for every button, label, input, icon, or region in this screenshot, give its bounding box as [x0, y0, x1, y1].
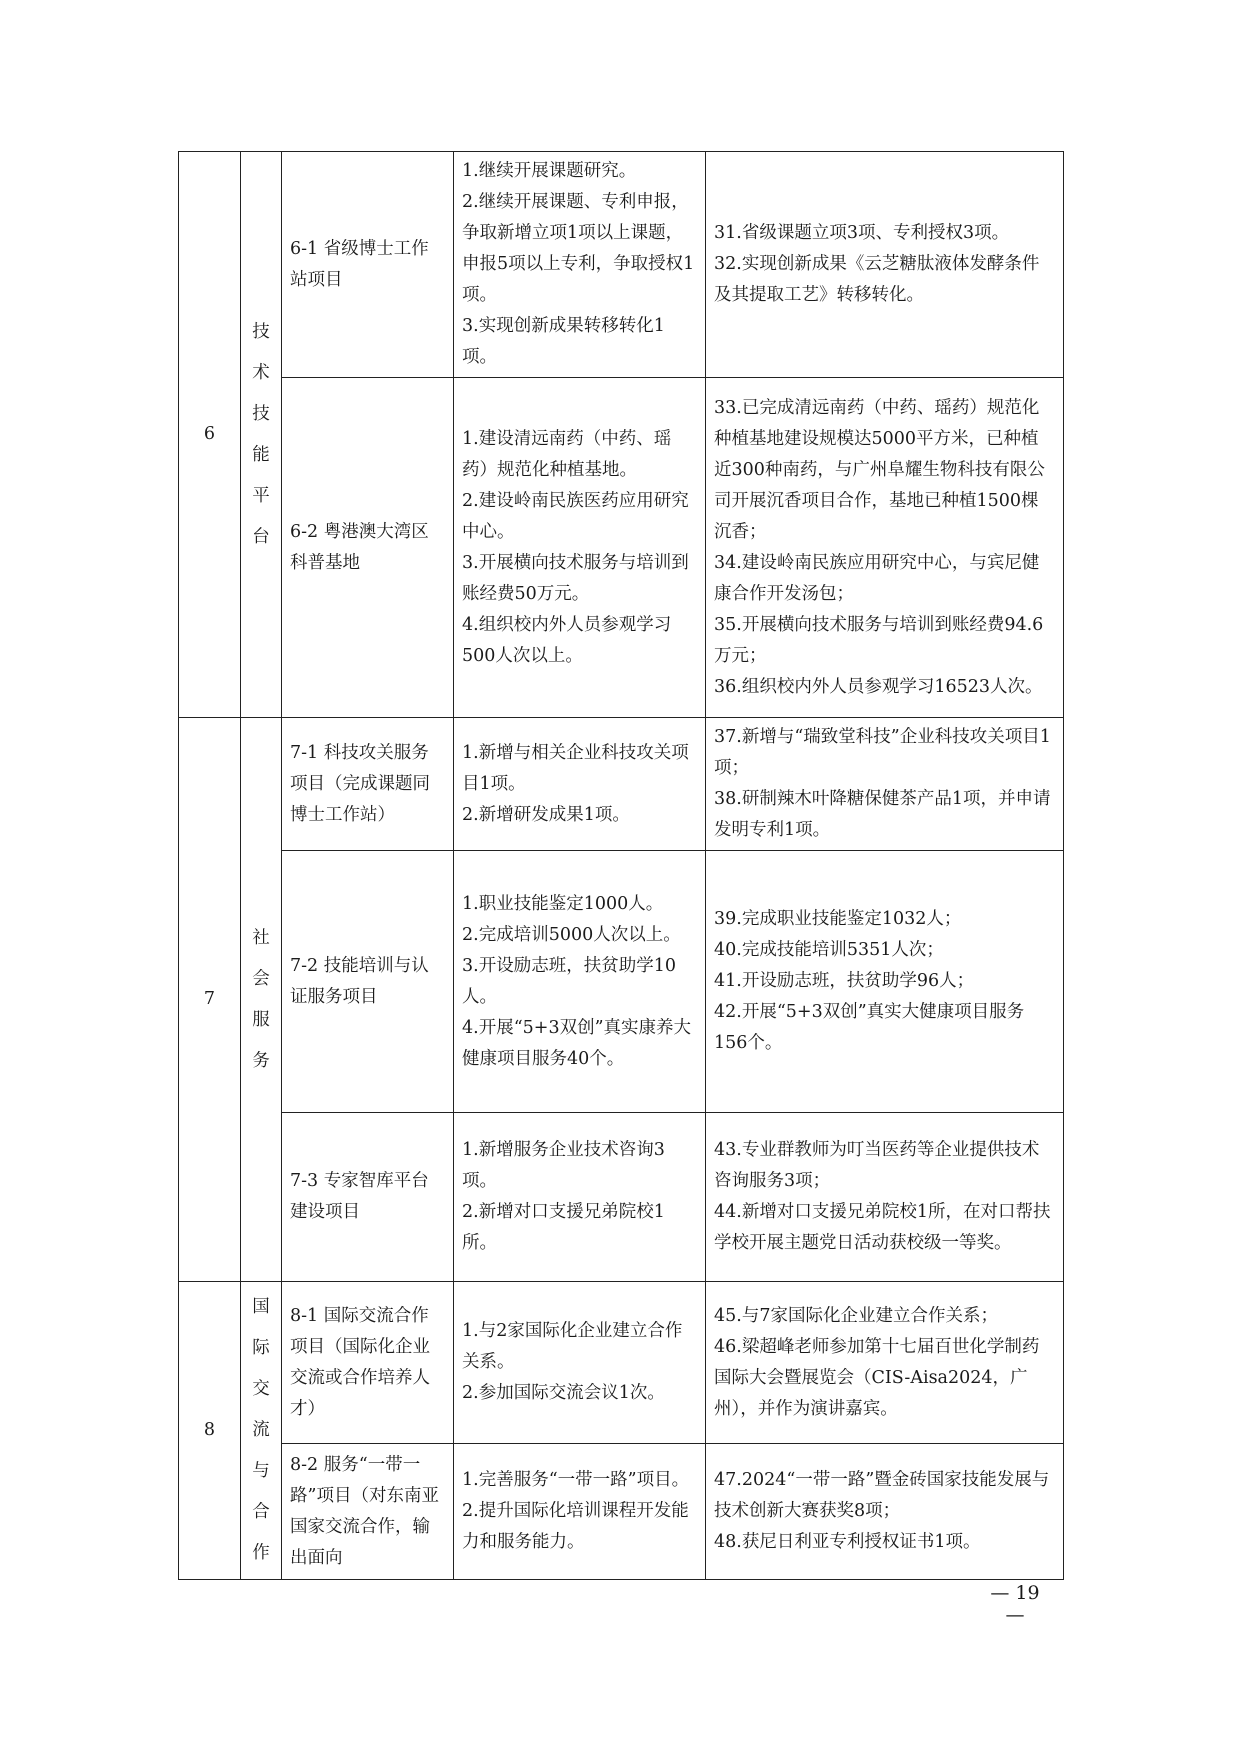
- table-row: [179, 851, 1064, 1113]
- table-row: [179, 1282, 1064, 1444]
- category-cell: [241, 718, 282, 1282]
- result-item: 37.新增与“瑞致堂科技”企业科技攻关项目1项；: [714, 727, 1051, 778]
- goal-item: 1.职业技能鉴定1000人。: [462, 893, 664, 914]
- results-cell: [706, 718, 1064, 851]
- result-item: 35.开展横向技术服务与培训到账经费94.6万元；: [714, 614, 1044, 666]
- category-label: 技术技能平台: [252, 321, 270, 547]
- goal-item: 2.建设岭南民族医药应用研究中心。: [462, 490, 689, 542]
- goal-item: 2.新增对口支援兄弟院校1所。: [462, 1202, 665, 1253]
- goal-item: 3.开展横向技术服务与培训到账经费50万元。: [462, 552, 689, 604]
- goal-item: 2.继续开展课题、专利申报，争取新增立项1项以上课题，申报5项以上专利，争取授权1项。: [462, 192, 695, 305]
- goal-item: 1.建设清远南药（中药、瑶药）规范化种植基地。: [462, 428, 672, 480]
- result-item: 41.开设励志班，扶贫助学96人；: [714, 971, 975, 991]
- goals-cell: [454, 1444, 706, 1580]
- project-name: 7-2 技能培训与认证服务项目: [282, 851, 454, 1113]
- goals-cell: [454, 1113, 706, 1282]
- goal-item: 3.开设励志班，扶贫助学10人。: [462, 955, 676, 1007]
- results-cell: [706, 378, 1064, 718]
- project-name: 8-1 国际交流合作项目（国际化企业交流或合作培养人才）: [282, 1282, 454, 1444]
- result-item: 32.实现创新成果《云芝糖肽液体发酵条件及其提取工艺》转移转化。: [714, 254, 1040, 305]
- category-label: 社会服务: [252, 927, 270, 1071]
- goal-item: 1.完善服务“一带一路”项目。: [462, 1470, 690, 1490]
- results-cell: [706, 1282, 1064, 1444]
- result-item: 39.完成职业技能鉴定1032人；: [714, 909, 962, 929]
- result-item: 47.2024“一带一路”暨金砖国家技能发展与技术创新大赛获奖8项；: [714, 1470, 1050, 1521]
- goal-item: 2.提升国际化培训课程开发能力和服务能力。: [462, 1501, 689, 1552]
- project-name: 6-1 省级博士工作站项目: [282, 152, 454, 378]
- table-row: [179, 1113, 1064, 1282]
- goal-item: 1.新增服务企业技术咨询3项。: [462, 1140, 665, 1191]
- results-cell: [706, 152, 1064, 378]
- table-row: [179, 1444, 1064, 1580]
- table-row: [179, 718, 1064, 851]
- project-name: 6-2 粤港澳大湾区科普基地: [282, 378, 454, 718]
- table-row: [179, 378, 1064, 718]
- row-number: 7: [179, 718, 241, 1282]
- goal-item: 1.新增与相关企业科技攻关项目1项。: [462, 742, 689, 794]
- goal-item: 1.继续开展课题研究。: [462, 161, 637, 181]
- goal-item: 4.开展“5+3双创”真实康养大健康项目服务40个。: [462, 1017, 692, 1069]
- goals-cell: [454, 378, 706, 718]
- project-name: 8-2 服务“一带一路”项目（对东南亚国家交流合作，输出面向: [282, 1444, 454, 1580]
- result-item: 42.开展“5+3双创”真实大健康项目服务156个。: [714, 1002, 1025, 1053]
- category-cell: [241, 152, 282, 718]
- goals-cell: [454, 851, 706, 1113]
- project-name: 7-1 科技攻关服务项目（完成课题同博士工作站）: [282, 718, 454, 851]
- goal-item: 2.参加国际交流会议1次。: [462, 1383, 665, 1403]
- results-cell: [706, 1113, 1064, 1282]
- project-table: [178, 151, 1064, 1580]
- goal-item: 1.与2家国际化企业建立合作关系。: [462, 1321, 683, 1372]
- goals-cell: [454, 1282, 706, 1444]
- result-item: 31.省级课题立项3项、专利授权3项。: [714, 223, 1010, 243]
- result-item: 45.与7家国际化企业建立合作关系；: [714, 1305, 998, 1326]
- result-item: 40.完成技能培训5351人次；: [714, 940, 944, 960]
- result-item: 46.梁超峰老师参加第十七届百世化学制药国际大会暨展览会（CIS-Aisa2024，广州），并作为演讲嘉宾。: [714, 1336, 1040, 1419]
- result-item: 36.组织校内外人员参观学习16523人次。: [714, 676, 1043, 697]
- category-label: 国际交流与合作: [252, 1297, 270, 1563]
- result-item: 43.专业群教师为叮当医药等企业提供技术咨询服务3项；: [714, 1140, 1040, 1191]
- result-item: 44.新增对口支援兄弟院校1所，在对口帮扶学校开展主题党日活动获校级一等奖。: [714, 1202, 1051, 1253]
- result-item: 38.研制辣木叶降糖保健茶产品1项，并申请发明专利1项。: [714, 789, 1051, 840]
- goal-item: 4.组织校内外人员参观学习500人次以上。: [462, 614, 672, 666]
- row-number: 8: [179, 1282, 241, 1580]
- goals-cell: [454, 718, 706, 851]
- result-item: 33.已完成清远南药（中药、瑶药）规范化种植基地建设规模达5000平方米，已种植近300种南药，与广州阜耀生物科技有限公司开展沉香项目合作，基地已种植1500棵沉香；: [714, 397, 1045, 542]
- goal-item: 2.完成培训5000人次以上。: [462, 924, 681, 945]
- category-cell: [241, 1282, 282, 1580]
- results-cell: [706, 851, 1064, 1113]
- row-number: 6: [179, 152, 241, 718]
- table-row: [179, 152, 1064, 378]
- goals-cell: [454, 152, 706, 378]
- goal-item: 2.新增研发成果1项。: [462, 804, 630, 825]
- page-number: — 19 —: [990, 1582, 1040, 1626]
- result-item: 34.建设岭南民族应用研究中心，与宾尼健康合作开发汤包；: [714, 552, 1040, 604]
- project-name: 7-3 专家智库平台建设项目: [282, 1113, 454, 1282]
- results-cell: [706, 1444, 1064, 1580]
- goal-item: 3.实现创新成果转移转化1项。: [462, 316, 665, 367]
- result-item: 48.获尼日利亚专利授权证书1项。: [714, 1532, 981, 1552]
